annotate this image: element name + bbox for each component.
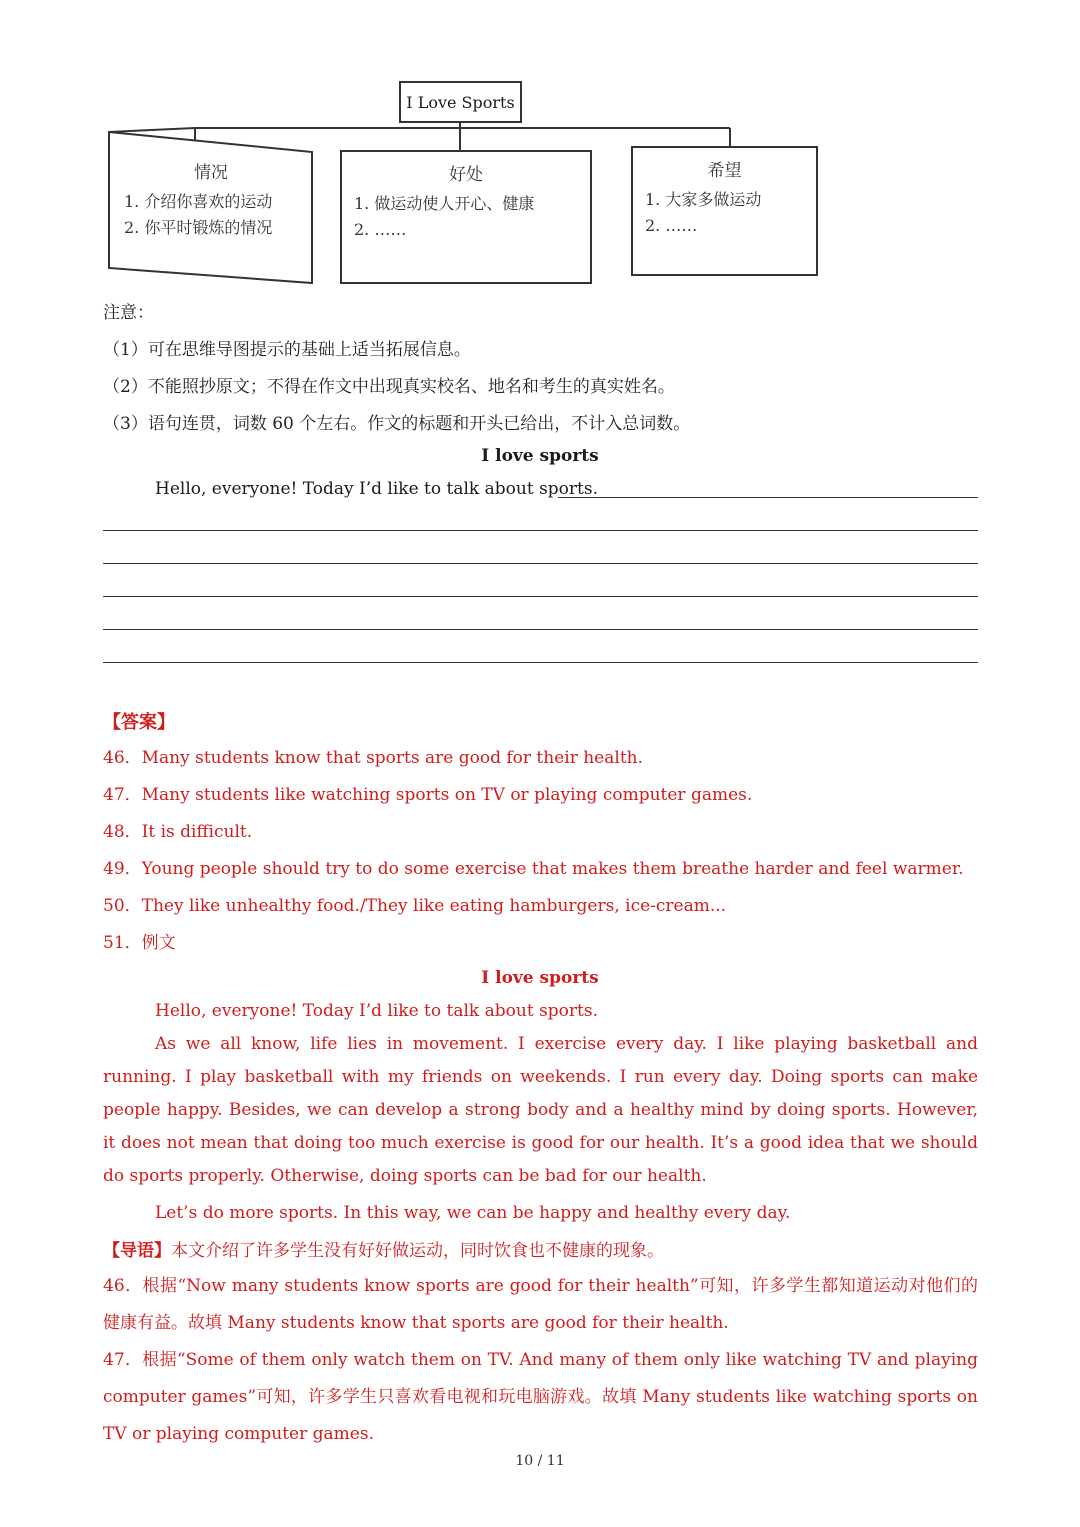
card-heading: 好处 (449, 165, 483, 185)
answer-item: 51．例文 (103, 933, 176, 953)
sample-opening: Hello, everyone! Today I’d like to talk about sports. (155, 1001, 599, 1021)
card-item: 1. 做运动使人开心、健康 (354, 194, 535, 213)
card-item: 2. 你平时锻炼的情况 (124, 218, 273, 237)
answer-item: 47．Many students like watching sports on TV or playing computer games. (103, 785, 753, 805)
writing-line[interactable] (103, 563, 978, 564)
notes-label: 注意： (103, 303, 154, 323)
mind-map-card-hopes (631, 146, 818, 276)
card-heading: 希望 (707, 161, 742, 181)
guide-text: 本文介绍了许多学生没有好好做运动，同时饮食也不健康的现象。 (171, 1241, 664, 1261)
note-item: （2）不能照抄原文；不得在作文中出现真实校名、地名和考生的真实姓名。 (103, 377, 675, 397)
answer-item: 46．Many students know that sports are good for their health. (103, 748, 643, 768)
answer-item: 48．It is difficult. (103, 822, 253, 842)
card-item: 2. …… (645, 216, 698, 235)
essay-opening: Hello, everyone! Today I’d like to talk about sports. (155, 479, 599, 499)
writing-line[interactable] (103, 662, 978, 663)
card-item: 1. 介绍你喜欢的运动 (124, 192, 273, 211)
guide-label: 【导语】 (103, 1241, 171, 1261)
page-number: 10 / 11 (515, 1453, 565, 1469)
card-heading: 情况 (194, 163, 228, 183)
answer-item: 49．Young people should try to do some exercise that makes them breathe harder and feel warmer. (103, 859, 964, 879)
writing-line[interactable] (103, 596, 978, 597)
card-item: 2. …… (354, 220, 407, 239)
note-item: （1）可在思维导图提示的基础上适当拓展信息。 (103, 340, 471, 360)
answer-item: 50．They like unhealthy food./They like eating hamburgers, ice-cream... (103, 896, 727, 916)
mind-map-card-situation (112, 150, 310, 241)
writing-line[interactable] (103, 629, 978, 630)
answer-label: 【答案】 (103, 712, 175, 733)
sample-title: I love sports (481, 968, 599, 988)
writing-line[interactable] (558, 497, 978, 498)
sample-closing: Let’s do more sports. In this way, we can be happy and healthy every day. (155, 1203, 791, 1223)
guide-q47: 47．根据“Some of them only watch them on TV. And many of them only like watching TV and playing computer games”可知，许多学生只喜欢看电视和玩电脑游戏。故填 Many students like watching sports on TV or playing computer games. (103, 1350, 978, 1444)
mind-map-card-benefits (340, 150, 592, 284)
essay-title: I love sports (481, 446, 599, 466)
sample-body: As we all know, life lies in movement. I exercise every day. I like playing basketball and running. I play basketball with my friends on weekends. I run every day. Doing sports can make people happy. Besides, we can develop a strong body and a healthy mind by doing sports. However, it does not mean that doing too much exercise is good for our health. It’s a good idea that we should do sports properly. Otherwise, doing sports can be bad for our health. (103, 1034, 978, 1186)
guide-q46: 46．根据“Now many students know sports are good for their health”可知，许多学生都知道运动对他们的健康有益。故填 Many students know that sports are good for their health. (103, 1276, 978, 1333)
writing-line[interactable] (103, 530, 978, 531)
guide-line (103, 1236, 664, 1261)
note-item: （3）语句连贯，词数 60 个左右。作文的标题和开头已给出，不计入总词数。 (103, 414, 691, 434)
card-item: 1. 大家多做运动 (645, 190, 762, 209)
mind-map-title: I Love Sports (399, 81, 522, 123)
